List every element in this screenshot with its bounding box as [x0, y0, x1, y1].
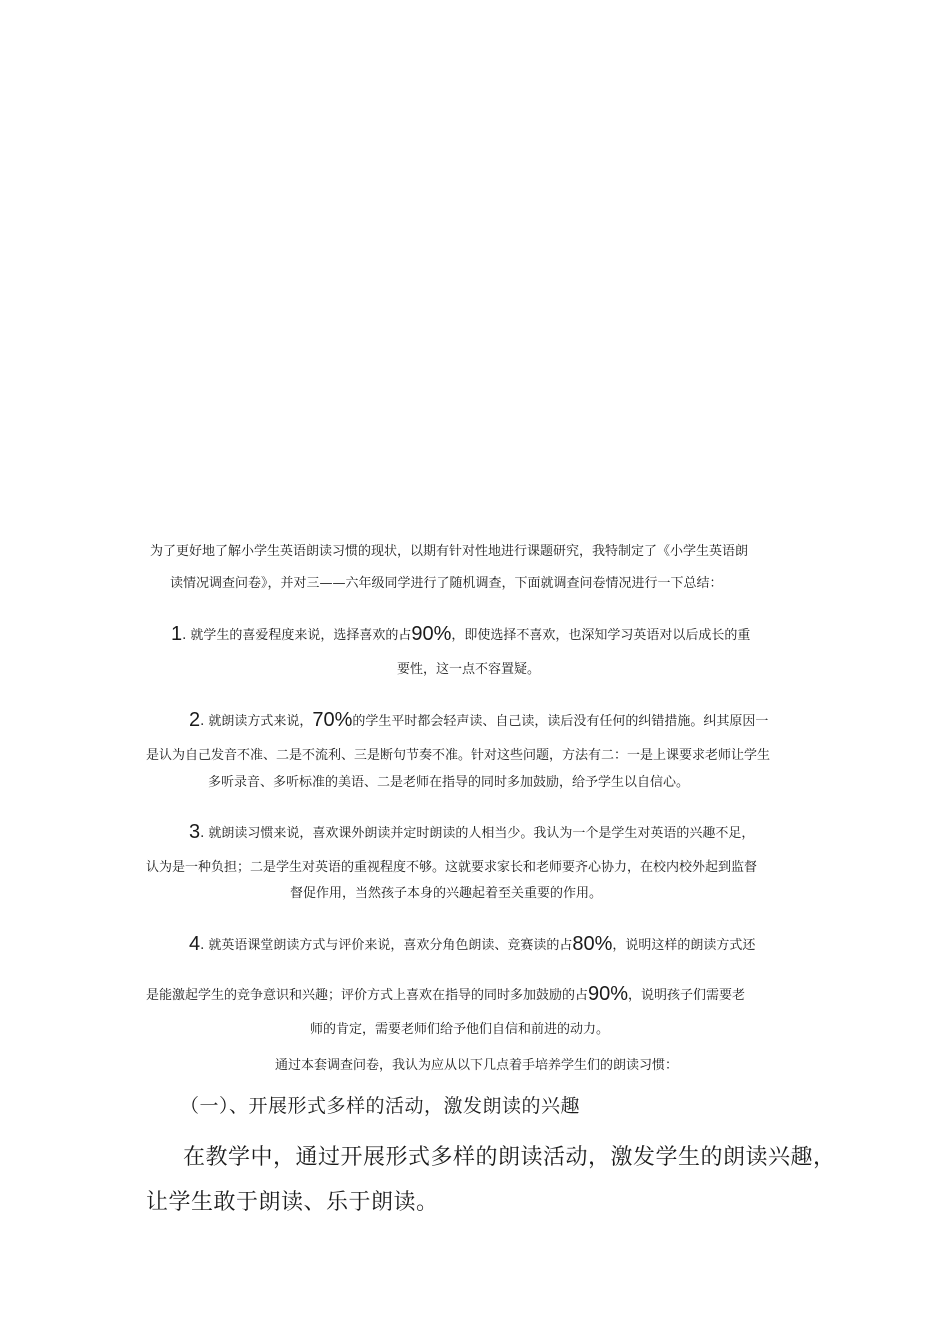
summary-line: 通过本套调查问卷，我认为应从以下几点着手培养学生们的朗读习惯： [275, 1058, 679, 1073]
item-2-line-3: 多听录音、多听标准的美语、二是老师在指导的同时多加鼓励，给予学生以自信心。 [208, 775, 690, 790]
item-4-percent: 80% [572, 933, 613, 955]
item-1-number: 1 [171, 623, 183, 645]
item-4-text-line2b: ，说明孩子们需要老 [628, 988, 746, 1003]
item-2-text-b: 的学生平时都会轻声读、自己读，读后没有任何的纠错措施。纠其原因一 [352, 714, 769, 729]
item-4-line-3: 师的肯定，需要老师们给予他们自信和前进的动力。 [310, 1022, 610, 1037]
item-3-line-1 [189, 822, 754, 844]
item-1-percent: 90% [411, 623, 452, 645]
intro-line-2: 读情况调查问卷》，并对三——六年级同学进行了随机调查，下面就调查问卷情况进行一下总结： [170, 576, 723, 591]
item-4-line-2 [146, 984, 745, 1006]
item-2-number: 2 [189, 709, 201, 731]
item-4-text-b: ，说明这样的朗读方式还 [612, 938, 756, 953]
item-1-text-a: . 就学生的喜爱程度来说，选择喜欢的占 [182, 628, 412, 643]
section-body-line-2: 让学生敢于朗读、乐于朗读。 [146, 1190, 439, 1215]
section-heading: （一）、开展形式多样的活动，激发朗读的兴趣 [180, 1095, 581, 1117]
item-2-line-2: 是认为自己发音不准、二是不流利、三是断句节奏不准。针对这些问题，方法有二：一是上课要求老师让学生 [146, 748, 771, 763]
item-3-number: 3 [189, 821, 201, 843]
item-4-text-line2a: 是能激起学生的竞争意识和兴趣；评价方式上喜欢在指导的同时多加鼓励的占 [146, 988, 589, 1003]
item-2-percent: 70% [312, 709, 353, 731]
item-2-text-a: . 就朗读方式来说， [200, 714, 313, 729]
item-1-line-1 [171, 624, 750, 646]
section-body-line-1: 在教学中，通过开展形式多样的朗读活动，激发学生的朗读兴趣， [183, 1145, 836, 1170]
item-4-line-1 [189, 934, 755, 956]
intro-line-1: 为了更好地了解小学生英语朗读习惯的现状，以期有针对性地进行课题研究，我特制定了《小学生英语朗 [150, 544, 749, 559]
item-1-text-b: ，即使选择不喜欢，也深知学习英语对以后成长的重 [451, 628, 751, 643]
item-3-line-2: 认为是一种负担；二是学生对英语的重视程度不够。这就要求家长和老师要齐心协力，在校内校外起到监督 [146, 860, 758, 875]
item-4-text-a: . 就英语课堂朗读方式与评价来说，喜欢分角色朗读、竞赛读的占 [200, 938, 573, 953]
item-4-number: 4 [189, 933, 201, 955]
item-4-percent-2: 90% [588, 983, 629, 1005]
item-3-text-a: . 就朗读习惯来说，喜欢课外朗读并定时朗读的人相当少。我认为一个是学生对英语的兴趣不足， [200, 826, 755, 841]
item-2-line-1 [189, 710, 768, 732]
item-3-line-3: 督促作用，当然孩子本身的兴趣起着至关重要的作用。 [290, 886, 603, 901]
item-1-line-2: 要性，这一点不容置疑。 [397, 662, 541, 677]
